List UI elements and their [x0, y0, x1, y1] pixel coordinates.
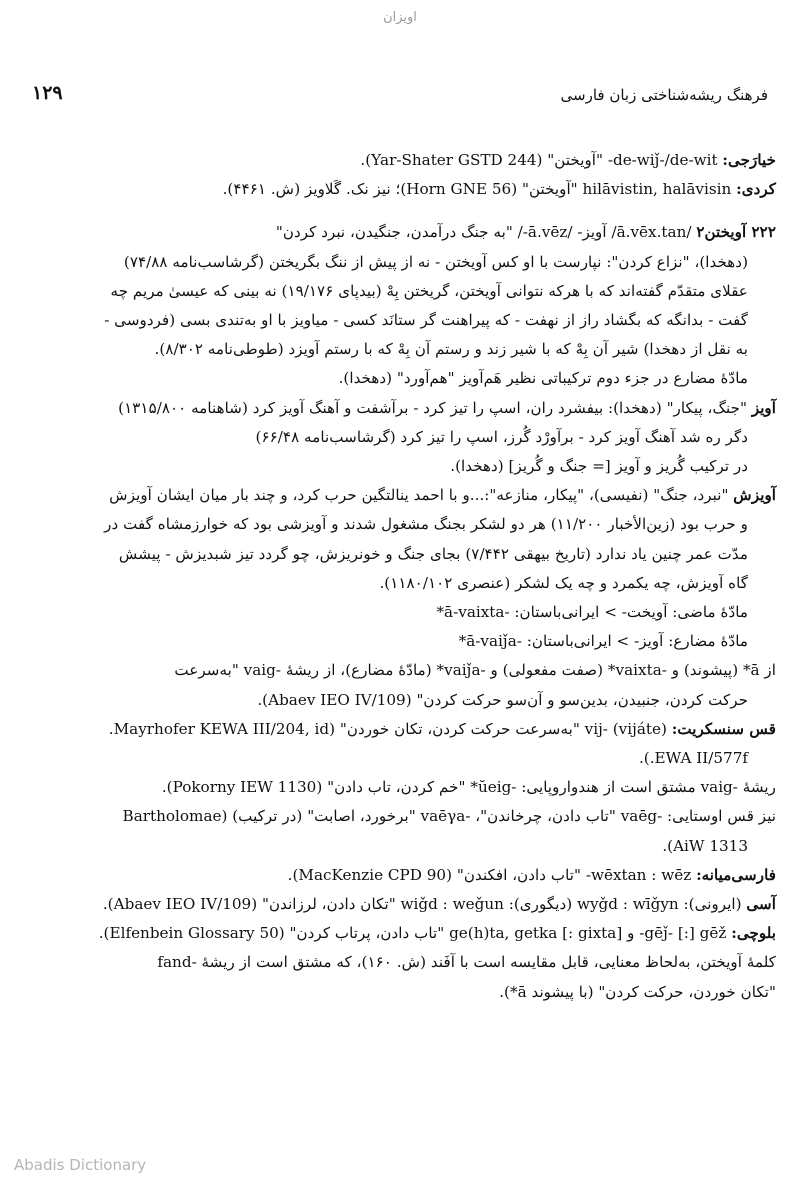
text-line [24, 510, 776, 539]
page-number: ۱۲۹ [32, 82, 63, 104]
text-line [24, 394, 776, 423]
site-title: اویزان [383, 10, 417, 25]
line-text: /ā.vēx.tan/ آویز- /ā.vēz-/ "به جنگ درآمدن، جنگیدن، نبرد کردن" [275, 223, 697, 242]
text-line [24, 802, 776, 831]
line-text: "جنگ، پیکار" (دهخدا): بیفشرد ران، اسپ را تیز کرد - برآشفت و آهنگ آویز کرد (شاهنامه ۱۳۱۵/۸۰۰) [118, 398, 752, 417]
text-line [24, 540, 776, 569]
text-line [24, 656, 776, 685]
text-line [24, 569, 776, 598]
line-text: مادّهٔ مضارع در جزء دوم ترکیباتی نظیر هَم‌آویز "هم‌آورد" (دهخدا). [338, 369, 748, 388]
line-text: AiW 1313). [662, 836, 748, 855]
entry-headword-line [24, 218, 776, 247]
line-text: gēǰ- [:] gēž- و [gixta :] ge(h)ta, getka "تاب دادن، پرتاب کردن" (Elfenbein Glossary 50). [98, 924, 732, 943]
line-text: EWA II/577f.). [638, 749, 748, 768]
line-text: نیز قس اوستایی: -vaēg "تاب دادن، چرخاندن"، -vaēγa "برخورد، اصابت" (در ترکیب) (Bartholomae [122, 807, 776, 826]
text-line [24, 364, 776, 393]
text-line [24, 481, 776, 510]
text-line [24, 978, 776, 1007]
footer-watermark: Abadis Dictionary [14, 1156, 147, 1174]
text-line [24, 598, 776, 627]
line-text: کلمهٔ آویختن، به‌لحاظ معنایی، قابل مقایسه است با آفَند (ش. ۱۶۰)، که مشتق است از ریشهٔ -fand [157, 953, 776, 972]
dialect-label: آسی [746, 895, 776, 914]
subentry-label: آویز [751, 398, 776, 417]
text-line [24, 277, 776, 306]
line-text: (ایرونی): wyǧd : wīǧyn (دیگوری): wiǧd : weǧun "تکان دادن، لرزاندن" (Abaev IEO IV/109). [102, 895, 747, 914]
text-line [24, 773, 776, 802]
line-text: گفت - بدانگه که بگشاد راز از نهفت - که پیراهنت گر ستانَد کسی - میاویز با او به‌تندی بسی (فردوسی - [104, 311, 748, 330]
line-text: گاه آویزش، چه یکمرد و چه یک لشکر (عنصری ۱۱۸۰/۱۰۲). [379, 573, 748, 592]
text-line [24, 715, 776, 744]
line-text: hilāvistin, halāvisin "آویختن" (Horn GNE 56)؛ نیز نک. گَلاویز (ش. ۴۴۶۱). [222, 180, 737, 199]
line-text: wēxtan : wēz- "تاب دادن، افکندن" (MacKenzie CPD 90). [287, 865, 697, 884]
text-line [24, 832, 776, 861]
line-text: به نقل از دهخدا) شیر آن بِهْ که با شیر زند و رستم آن بِهْ که با رستم آویزد (طوطی‌نامه ۸/۳۰۲). [154, 340, 748, 359]
line-text: ریشهٔ -vaig مشتق است از هندواروپایی: -ŭeig* "خم کردن، تاب دادن" (Pokorny IEW 1130). [161, 778, 776, 797]
text-line [24, 744, 776, 773]
line-text: از ā* (پیشوند) و -vaixta* (صفت مفعولی) و -vaiǰa* (مادّهٔ مضارع)، از ریشهٔ -vaig "به‌سرعت [174, 661, 776, 680]
text-line [24, 919, 776, 948]
text-line [24, 248, 776, 277]
text-line [24, 627, 776, 656]
line-text: عقلای متقدّم گفته‌اند که با هرکه نتوانی آویختن، گریختن بِهْ (بیدپای ۱۹/۱۷۶) نه بینی که عیسیٰ مریم چه [110, 281, 748, 300]
line-text: مادّهٔ مضارع: آویز- > ایرانی‌باستان: -ā-vaiǰa* [458, 632, 748, 651]
text-line [24, 175, 776, 204]
text-line [24, 335, 776, 364]
text-line [24, 452, 776, 481]
cognate-label: قس سنسکریت: [671, 719, 776, 738]
line-text: de-wiǰ-/de-wit- "آویختن" (Yar-Shater GSTD 244). [360, 151, 723, 169]
dialect-label: خیارَجی: [722, 151, 776, 169]
dialect-label: بلوچی: [731, 924, 776, 943]
dialect-label: فارسی‌میانه: [696, 865, 776, 884]
dictionary-entry-body [24, 146, 776, 1007]
line-text: (دهخدا)، "نزاع کردن": نپارست با او کس آویختن - نه از پیش از ننگ بگریختن (گرشاسب‌نامه ۷۴/۸۸) [123, 252, 748, 271]
line-text: "تکان خوردن، حرکت کردن" (با پیشوند ā*). [499, 982, 776, 1001]
line-text: "نبرد، جنگ" (نفیسی)، "پیکار، منازعه":...و با احمد ینالتگین حرب کرد، و چند بار میان ایشان آویزش [109, 486, 734, 505]
text-line [24, 890, 776, 919]
line-text: حرکت کردن، جنبیدن، بدین‌سو و آن‌سو حرکت کردن" (Abaev IEO IV/109). [257, 690, 748, 709]
dialect-label: کردی: [736, 180, 776, 199]
line-text: دگر ره شد آهنگ آویز کرد - برآورْد گُرز، اسپ را تیز کرد (گرشاسب‌نامه ۶۶/۴۸) [255, 427, 748, 446]
line-text: مادّهٔ ماضی: آویخت- > ایرانی‌باستان: -ā-vaixta* [436, 603, 748, 622]
line-text: و حرب بود (زین‌الأخبار ۱۱/۲۰۰) هر دو لشکر بجنگ مشغول شدند و آویزشی بود که خوارزمشاه گفت در [104, 515, 748, 534]
line-text: مدّت عمر چنین یاد ندارد (تاریخ بیهقی ۷/۴۴۲) بجای جنگ و خونریزش، چو گردد تیز شبدیزش - پیشش [118, 544, 748, 563]
running-head: فرهنگ ریشه‌شناختی زبان فارسی [560, 86, 768, 104]
subentry-label: آویزش [733, 486, 776, 505]
text-line [24, 686, 776, 715]
text-line [24, 306, 776, 335]
text-line [24, 948, 776, 977]
headword: ۲۲۲ آویختن۲ [696, 223, 776, 242]
line-text: vij- (vijáte) "به‌سرعت حرکت کردن، تکان خوردن" (Mayrhofer KEWA III/204, id. [108, 719, 672, 738]
text-line [24, 861, 776, 890]
line-text: در ترکیب گُریز و آویز [= جنگ و گُریز] (دهخدا). [450, 457, 748, 476]
text-line [24, 146, 776, 175]
text-line [24, 423, 776, 452]
